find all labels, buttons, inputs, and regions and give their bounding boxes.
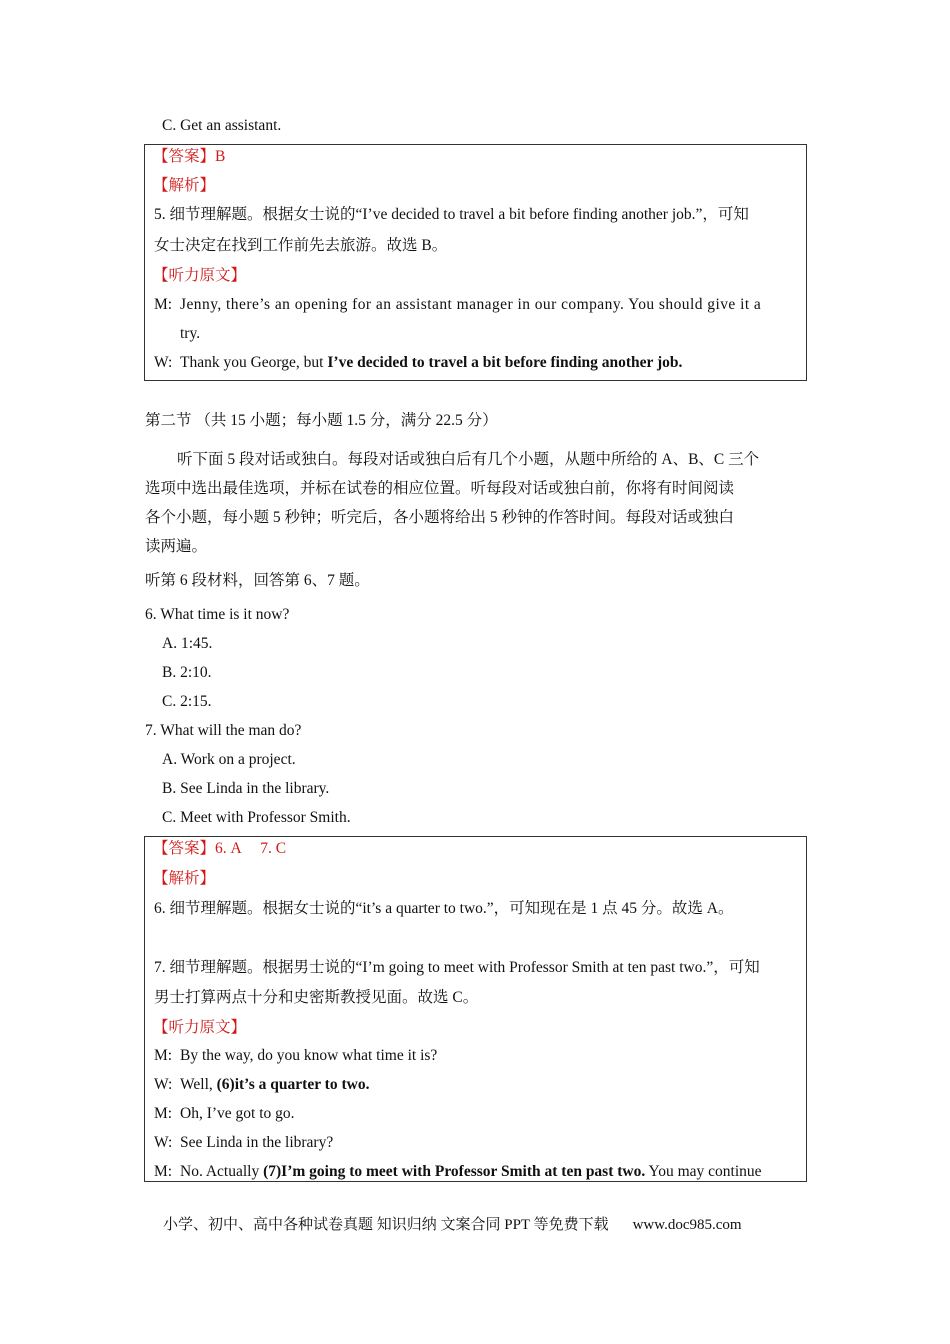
- option-c-get-assistant: C. Get an assistant.: [162, 117, 282, 134]
- dialog-text: Oh, I’ve got to go.: [180, 1105, 295, 1122]
- analysis-label: 【解析】: [153, 177, 216, 194]
- speaker: W:: [154, 354, 173, 371]
- analysis-q7-line1: 7. 细节理解题。根据男士说的“I’m going to meet with Professor Smith at ten past two.”，可知: [154, 959, 760, 976]
- transcript-label: 【听力原文】: [153, 267, 247, 284]
- answer-label: 【答案】: [153, 840, 216, 857]
- instructions-line4: 读两遍。: [145, 538, 208, 555]
- transcript-label: 【听力原文】: [153, 1019, 247, 1036]
- analysis-text-line1: 5. 细节理解题。根据女士说的“I’ve decided to travel a bit before finding another job.”，可知: [154, 206, 749, 223]
- dialog-line: [154, 1075, 369, 1095]
- question-7-option-a: A. Work on a project.: [162, 751, 296, 768]
- question-6-stem: 6. What time is it now?: [145, 606, 290, 623]
- speaker: M:: [154, 1163, 173, 1180]
- analysis-text-line2: 女士决定在找到工作前先去旅游。故选 B。: [154, 237, 448, 254]
- answer-label: 【答案】: [153, 148, 216, 165]
- dialog-text: Jenny, there’s an opening for an assistant manager in our company. You should give it a: [180, 296, 762, 313]
- answer-value: B: [215, 148, 226, 165]
- dialog-key-sentence: (7)I’m going to meet with Professor Smith at ten past two.: [263, 1163, 646, 1180]
- dialog-text: No. Actually: [180, 1163, 264, 1180]
- dialog-key-sentence: I’ve decided to travel a bit before finding another job.: [327, 354, 683, 371]
- dialog-text: By the way, do you know what time it is?: [180, 1047, 438, 1064]
- answer-value: 6. A 7. C: [215, 840, 287, 857]
- answer-line: [153, 839, 286, 859]
- dialog-text: Well,: [180, 1076, 217, 1093]
- dialog-line: [154, 1162, 762, 1182]
- dialog-text: Thank you George, but: [180, 354, 328, 371]
- answer-line: [153, 147, 225, 167]
- instructions-line3: 各个小题，每小题 5 秒钟；听完后，各小题将给出 5 秒钟的作答时间。每段对话或独白: [145, 509, 735, 526]
- dialog-line: [154, 1046, 437, 1066]
- speaker: W:: [154, 1076, 173, 1093]
- question-6-option-a: A. 1:45.: [162, 635, 213, 652]
- footer-url[interactable]: www.doc985.com: [632, 1217, 742, 1233]
- speaker: M:: [154, 1047, 173, 1064]
- dialog-line: [154, 1104, 295, 1124]
- section-title: 第二节 （共 15 小题；每小题 1.5 分，满分 22.5 分）: [145, 412, 498, 429]
- question-7-option-c: C. Meet with Professor Smith.: [162, 809, 351, 826]
- analysis-label: 【解析】: [153, 870, 216, 887]
- page-footer: [163, 1213, 742, 1234]
- dialog-line: [154, 1133, 333, 1153]
- answer-box-5: [144, 144, 807, 381]
- question-7-stem: 7. What will the man do?: [145, 722, 302, 739]
- question-7-option-b: B. See Linda in the library.: [162, 780, 330, 797]
- dialog-text-tail: You may continue: [645, 1163, 762, 1180]
- speaker: W:: [154, 1134, 173, 1151]
- dialog-line-continued: try.: [180, 325, 201, 342]
- instructions-line2: 选项中选出最佳选项，并标在试卷的相应位置。听每段对话或独白前，你将有时间阅读: [145, 480, 735, 497]
- dialog-key-sentence: (6)it’s a quarter to two.: [216, 1076, 370, 1093]
- question-6-option-b: B. 2:10.: [162, 664, 212, 681]
- dialog-text: See Linda in the library?: [180, 1134, 334, 1151]
- analysis-q7-line2: 男士打算两点十分和史密斯教授见面。故选 C。: [154, 989, 479, 1006]
- footer-text: 小学、初中、高中各种试卷真题 知识归纳 文案合同 PPT 等免费下载: [163, 1217, 609, 1233]
- answer-box-6-7: [144, 836, 807, 1182]
- material-intro: 听第 6 段材料，回答第 6、7 题。: [145, 572, 370, 589]
- speaker: M:: [154, 1105, 173, 1122]
- instructions-line1: 听下面 5 段对话或独白。每段对话或独白后有几个小题，从题中所给的 A、B、C 三个: [177, 451, 760, 468]
- question-6-option-c: C. 2:15.: [162, 693, 212, 710]
- analysis-q6: 6. 细节理解题。根据女士说的“it’s a quarter to two.”，可知现在是 1 点 45 分。故选 A。: [154, 900, 734, 917]
- dialog-line: [154, 295, 761, 315]
- dialog-line: [154, 353, 682, 373]
- speaker: M:: [154, 296, 173, 313]
